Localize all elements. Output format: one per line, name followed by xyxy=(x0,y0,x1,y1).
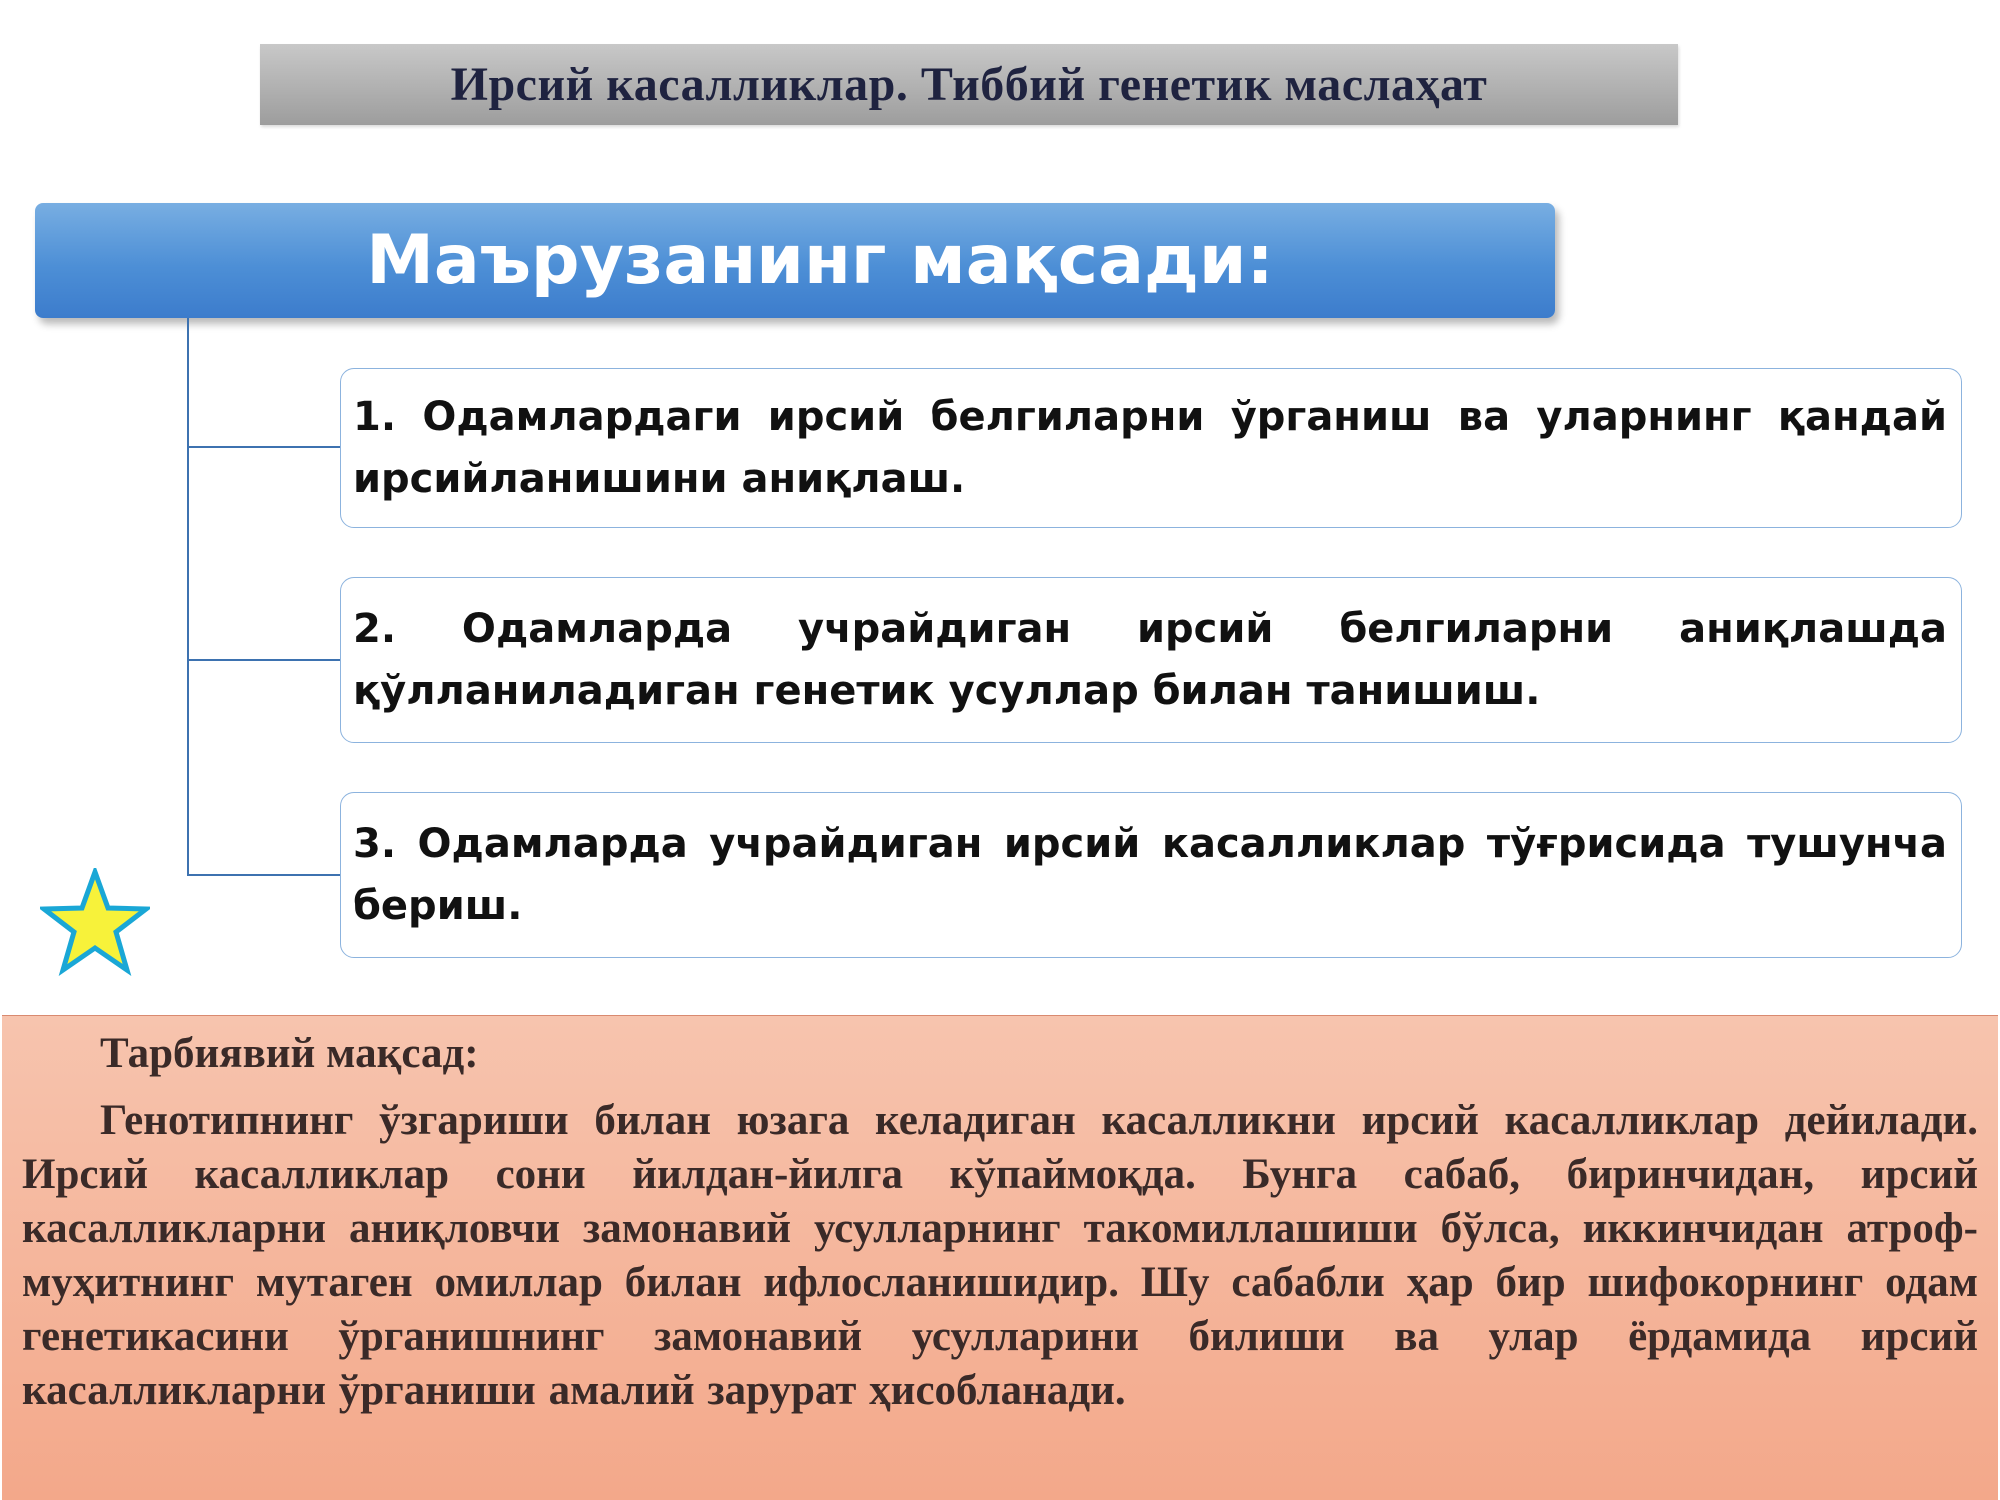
tree-connector-branch-2 xyxy=(187,659,340,661)
goal-item-text-3: 3. Одамларда учрайдиган ирсий касалликлар тўғрисида тушунча бериш. xyxy=(353,821,1947,929)
goals-heading: Маърузанинг мақсади: xyxy=(366,221,1274,300)
goal-item-2 xyxy=(340,577,1962,743)
tree-connector-branch-1 xyxy=(187,446,340,448)
goal-item-text-1: 1. Одамлардаги ирсий белгиларни ўрганиш ва уларнинг қандай ирсийланишини аниқлаш. xyxy=(353,394,1947,502)
educational-goal-heading: Тарбиявий мақсад: xyxy=(100,1030,479,1077)
educational-goal-panel xyxy=(2,1015,1998,1500)
goal-item-1 xyxy=(340,368,1962,528)
tree-connector-vertical xyxy=(187,318,189,876)
slide-title-bar xyxy=(260,44,1678,125)
goal-item-3 xyxy=(340,792,1962,958)
goal-item-text-2: 2. Одамларда учрайдиган ирсий белгиларни аниқлашда қўлланиладиган генетик усуллар билан танишиш. xyxy=(353,606,1947,714)
educational-goal-text: Генотипнинг ўзгариши билан юзага келадиган касалликни ирсий касалликлар дейилади. Ирсий касалликлар сони йилдан-йилга кўпаймоқда. Бунга сабаб, биринчидан, ирсий касалликларни аниқловчи замонавий усулларнинг такомиллашиши бўлса, иккинчидан атроф-муҳитнинг мутаген омиллар билан ифлосланишидир. Шу сабабли ҳар бир шифокорнинг одам генетикасини ўрганишнинг замонавий усулларини билиши ва улар ёрдамида ирсий касалликларни ўрганиши амалий зарурат ҳисобланади. xyxy=(22,1097,1978,1414)
goals-heading-box xyxy=(35,203,1555,318)
tree-connector-branch-3 xyxy=(187,874,340,876)
star-icon xyxy=(40,868,150,976)
slide-title: Ирсий касалликлар. Тиббий генетик маслаҳат xyxy=(450,58,1488,111)
